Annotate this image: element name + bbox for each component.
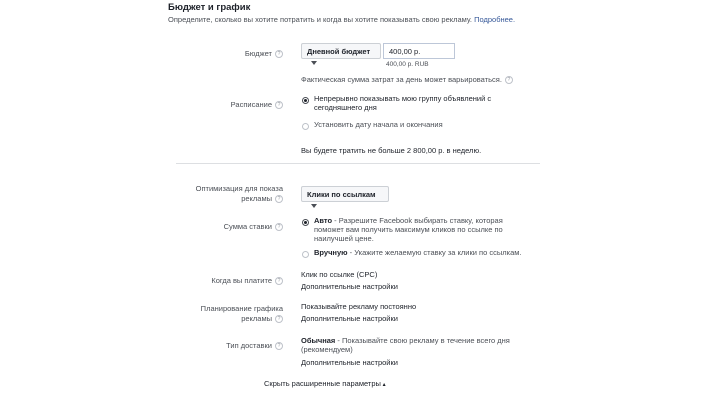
payment-label-row [158,276,283,285]
bid-manual-title: Вручную [314,248,348,257]
ad-scheduling-advanced-link[interactable]: Дополнительные настройки [301,314,398,323]
schedule-dates-label[interactable]: Установить дату начала и окончания [314,120,443,129]
ad-scheduling-label-line2: рекламы [241,314,272,323]
bid-auto-desc: - Разрешите Facebook выбирать ставку, которая поможет вам получить максимум кликов по ссылке по наилучшей цене. [314,216,503,243]
help-icon[interactable]: ? [275,342,283,350]
bid-auto-label[interactable] [314,216,529,243]
hide-advanced-options-link[interactable] [264,379,386,390]
payment-advanced-link[interactable]: Дополнительные настройки [301,282,398,291]
delivery-label-row [158,341,283,350]
help-icon[interactable]: ? [275,223,283,231]
schedule-label-row [158,100,283,109]
help-icon[interactable]: ? [275,315,283,323]
subtitle-text: Определите, сколько вы хотите потратить и когда вы хотите показывать свою рекламу. [168,15,472,24]
schedule-label: Расписание [230,100,272,109]
hide-advanced-options-label: Скрыть расширенные параметры [264,379,381,388]
ad-scheduling-label-line1: Планирование графика [200,304,283,313]
optimization-label-row [158,184,283,204]
bid-manual-label[interactable] [314,248,522,257]
schedule-dates-radio[interactable] [302,123,309,130]
help-icon[interactable]: ? [505,76,513,84]
ad-scheduling-value: Показывайте рекламу постоянно [301,302,417,311]
learn-more-link[interactable]: Подробнее. [474,15,516,24]
ad-scheduling-label-row [158,304,283,324]
help-icon[interactable]: ? [275,101,283,109]
budget-label-row [158,49,283,58]
budget-amount-hint: 400,00 р. RUB [386,61,429,68]
bid-auto-radio[interactable] [302,219,309,226]
optimization-dropdown[interactable] [301,186,389,202]
help-icon[interactable]: ? [275,50,283,58]
payment-value: Клик по ссылке (CPC) [301,270,378,279]
bid-auto-title: Авто [314,216,333,225]
budget-amount-input[interactable]: 400,00 р. [383,43,455,59]
help-icon[interactable]: ? [275,195,283,203]
schedule-continuous-radio[interactable] [302,97,309,104]
delivery-label: Тип доставки [226,341,272,350]
bid-manual-radio[interactable] [302,251,309,258]
budget-note-row [301,75,513,84]
section-title: Бюджет и график [168,2,251,13]
chevron-down-icon [311,61,317,65]
schedule-continuous-label[interactable]: Непрерывно показывать мою группу объявлений с сегодняшнего дня [314,94,492,112]
delivery-value [301,336,516,354]
delivery-value-bold: Обычная [301,336,336,345]
optimization-label-line2: рекламы [241,194,272,203]
payment-label: Когда вы платите [211,276,272,285]
budget-note: Фактическая сумма затрат за день может варьироваться. [301,75,502,84]
caret-up-icon: ▴ [380,382,386,388]
budget-type-value: Дневной бюджет [307,47,371,56]
optimization-label-line1: Оптимизация для показа [195,184,283,193]
bid-label: Сумма ставки [223,222,272,231]
budget-type-dropdown[interactable] [301,43,381,59]
help-icon[interactable]: ? [275,277,283,285]
bid-label-row [158,222,283,231]
budget-label: Бюджет [244,49,272,58]
bid-manual-desc: - Укажите желаемую ставку за клики по ссылкам. [347,248,522,257]
delivery-advanced-link[interactable]: Дополнительные настройки [301,358,398,367]
chevron-down-icon [311,204,317,208]
schedule-summary: Вы будете тратить не больше 2 800,00 р. в неделю. [301,146,482,155]
section-divider [176,163,540,164]
section-subtitle [168,15,515,24]
delivery-value-desc: - Показывайте свою рекламу в течение всего дня (рекомендуем) [301,336,510,354]
optimization-value: Клики по ссылкам [307,190,376,199]
